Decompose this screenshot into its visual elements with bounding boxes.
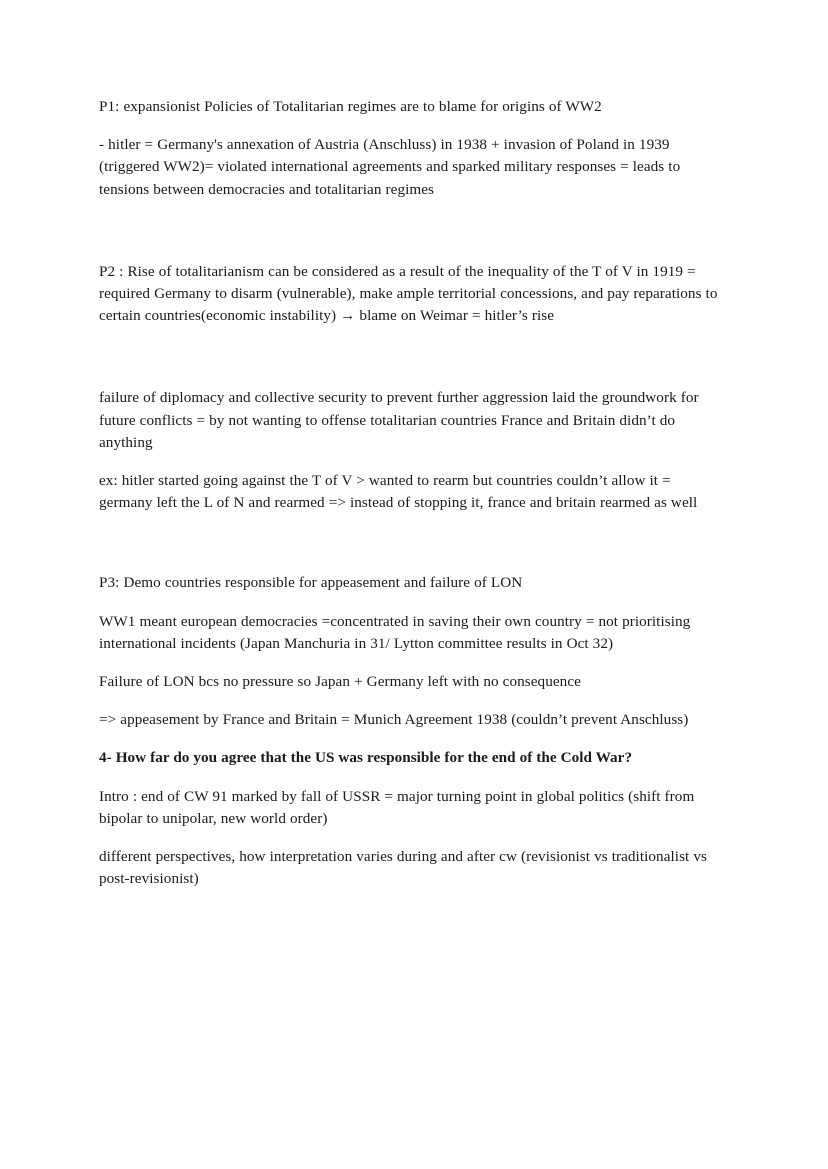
paragraph-p2-example: ex: hitler started going against the T of V > wanted to rearm but countries couldn’t allow it = germany left the L of N and rearmed => instead of stopping it, france and britain rearmed as well — [99, 472, 698, 512]
paragraph-p3-failure: Failure of LON bcs no pressure so Japan + Germany left with no consequence — [99, 673, 581, 691]
paragraph-p1-evidence: - hitler = Germany's annexation of Austria (Anschluss) in 1938 + invasion of Poland in 1939 (triggered WW2)= violated international agreements and sparked military responses = leads to tensions between democracies and totalitarian regimes — [99, 136, 681, 198]
heading-question-4: 4- How far do you agree that the US was responsible for the end of the Cold War? — [99, 749, 633, 767]
paragraph-p3-thesis: P3: Demo countries responsible for appeasement and failure of LON — [99, 574, 523, 592]
paragraph-q4-intro: Intro : end of CW 91 marked by fall of USSR = major turning point in global politics (shift from bipolar to unipolar, new world order) — [99, 787, 695, 827]
paragraph-p3-ww1: WW1 meant european democracies =concentrated in saving their own country = not prioritising international incidents (Japan Manchuria in 31/ Lytton committee results in Oct 32) — [99, 612, 691, 652]
document-text-body — [99, 96, 721, 890]
paragraph-p2-diplomacy: failure of diplomacy and collective security to prevent further aggression laid the groundwork for future conflicts = by not wanting to offense totalitarian countries France and Britain didn’t do anything — [99, 389, 699, 451]
paragraph-p1-thesis: P1: expansionist Policies of Totalitarian regimes are to blame for origins of WW2 — [99, 98, 602, 115]
paragraph-p2-thesis: P2 : Rise of totalitarianism can be considered as a result of the inequality of the T of V in 1919 = required Germany to disarm (vulnerable), make ample territorial concessions, and pay reparations to certain countries(economic instability) → blame on Weimar = hitler’s rise — [99, 262, 718, 325]
paragraph-q4-perspectives: different perspectives, how interpretation varies during and after cw (revisionist vs traditionalist vs post-revisionist) — [99, 848, 707, 888]
paragraph-p3-appeasement: => appeasement by France and Britain = Munich Agreement 1938 (couldn’t prevent Anschluss) — [99, 711, 689, 729]
